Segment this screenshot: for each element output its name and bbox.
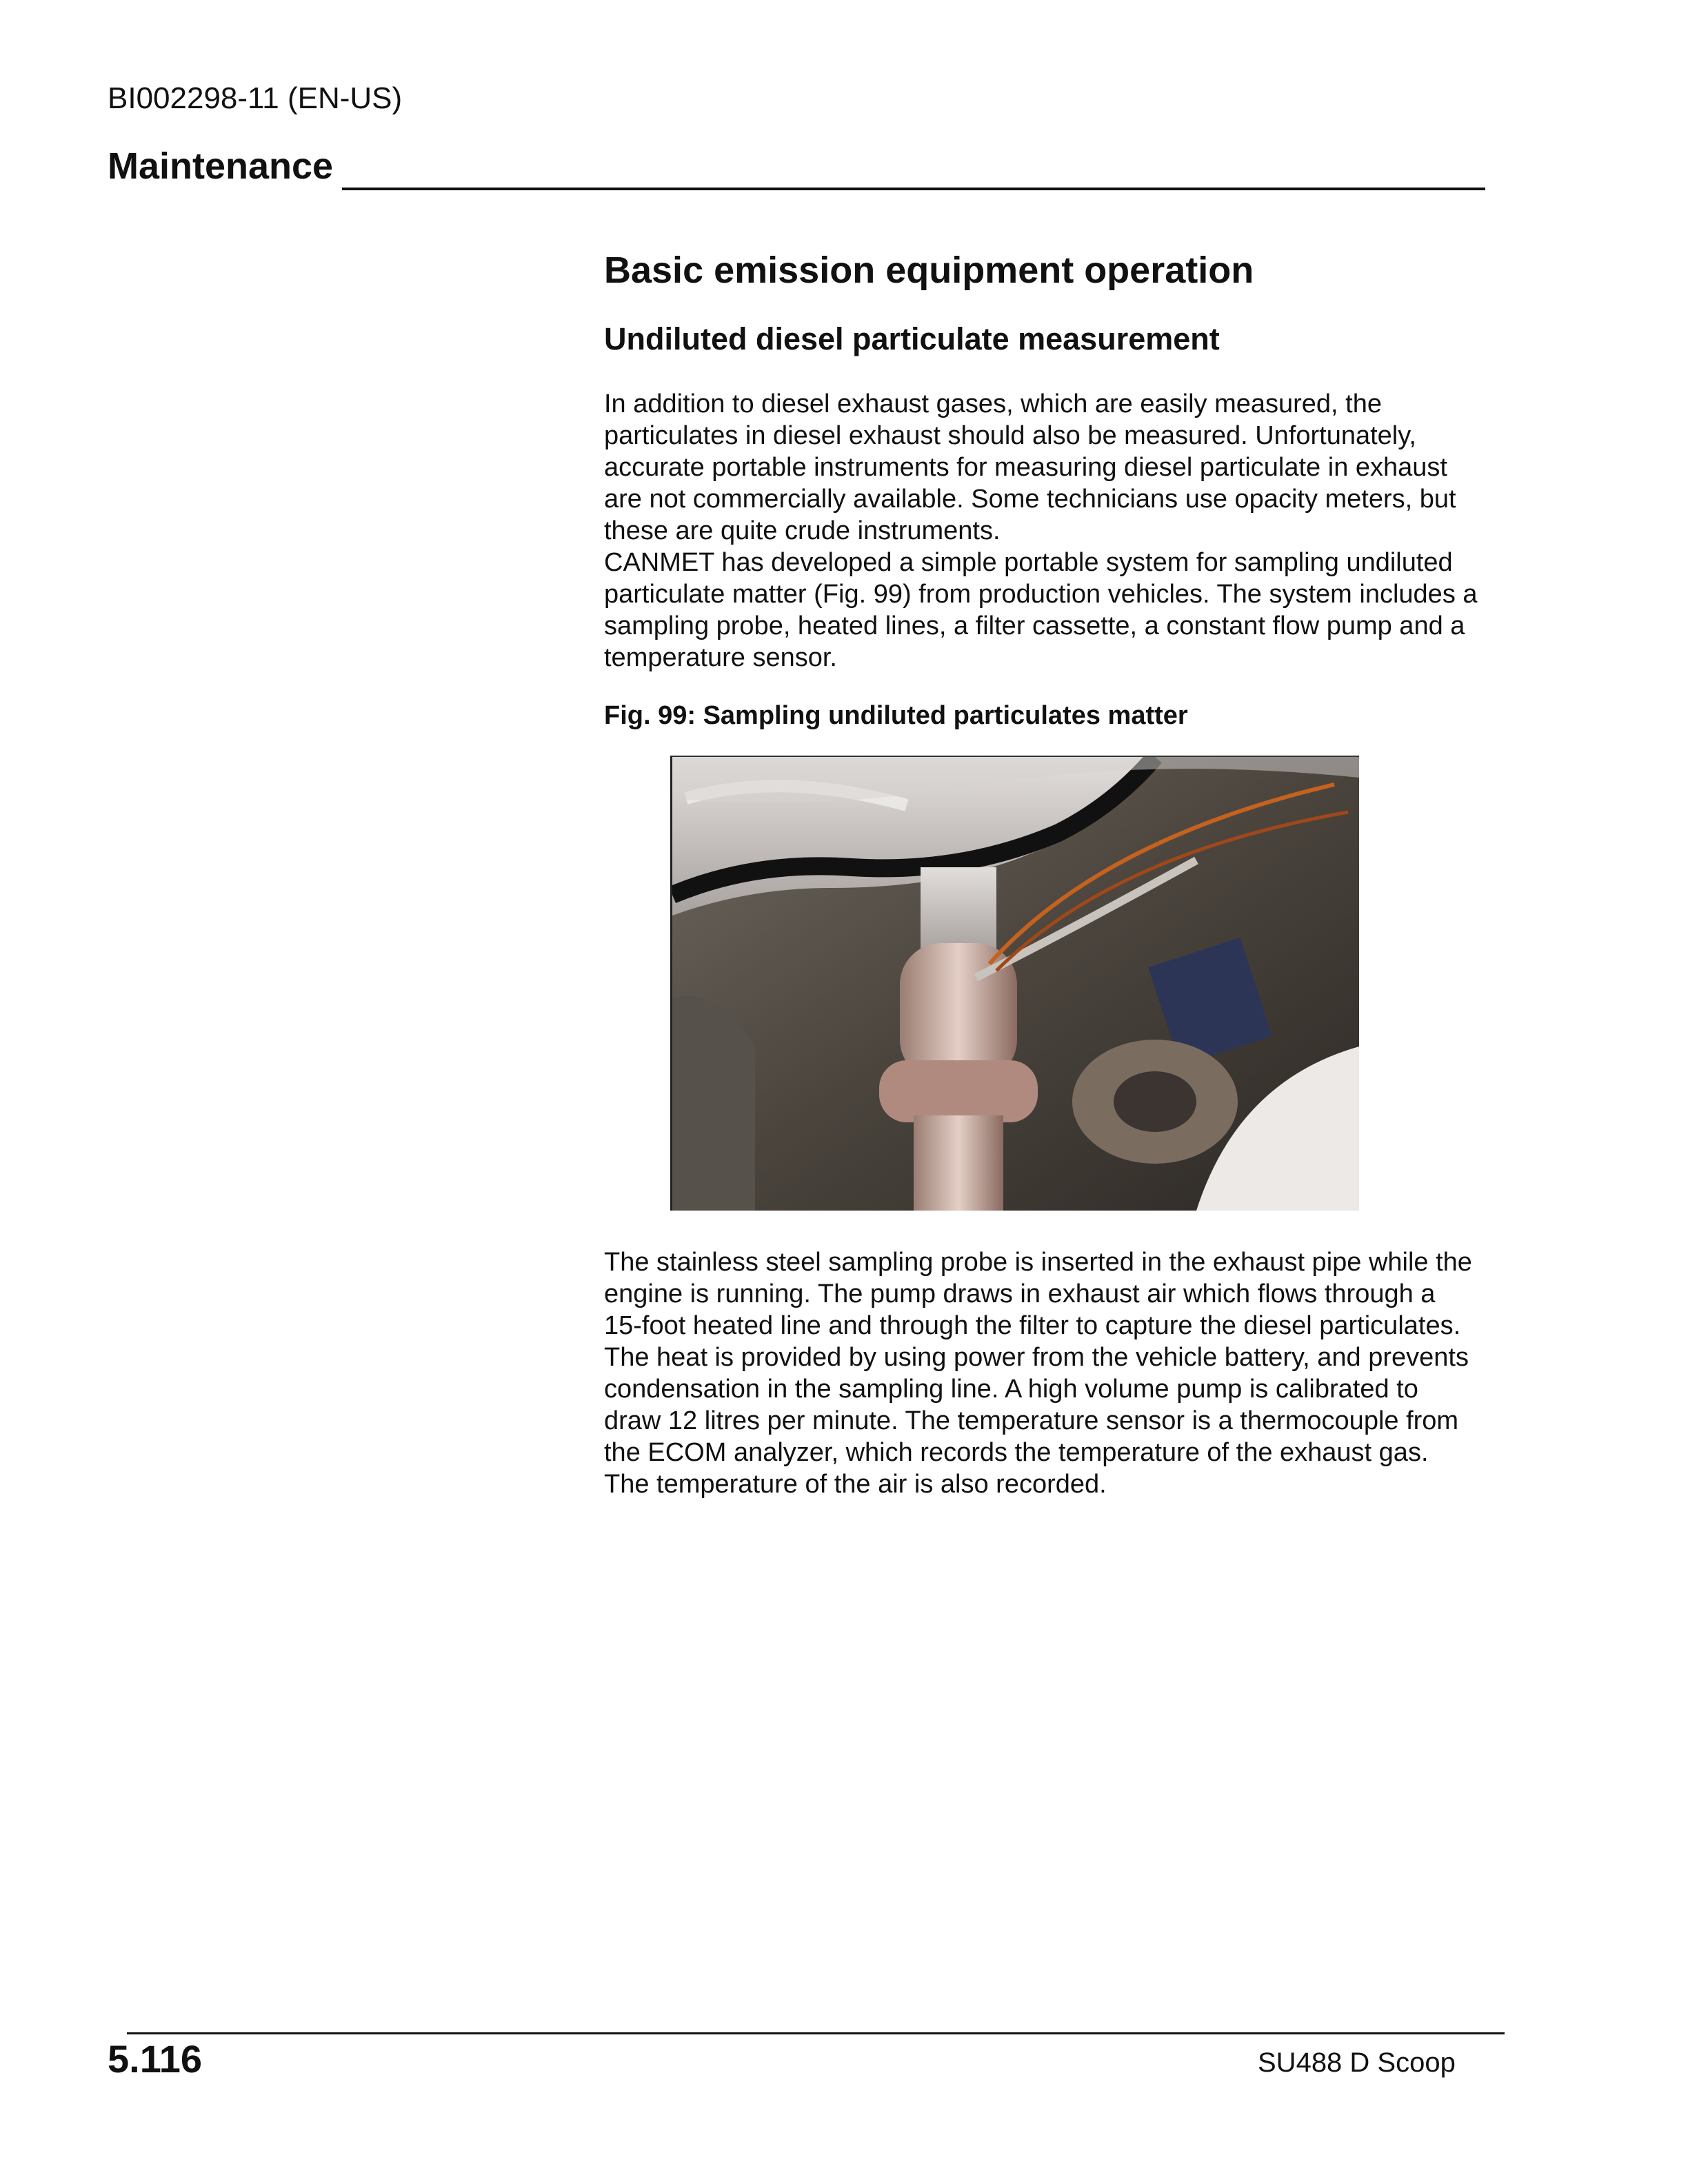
section-title-rule [342, 188, 1485, 190]
footer-model: SU488 D Scoop [1258, 2048, 1456, 2078]
page-number: 5.116 [108, 2037, 203, 2081]
section-header [108, 145, 1485, 193]
page-title: Basic emission equipment operation [604, 250, 1254, 291]
main-content [604, 248, 1480, 1500]
document-id: BI002298-11 (EN-US) [108, 81, 403, 115]
figure-caption: Fig. 99: Sampling undiluted particulates matter [604, 700, 1188, 730]
page-subtitle: Undiluted diesel particulate measurement [604, 321, 1220, 356]
intro-paragraph: In addition to diesel exhaust gases, which are easily measured, the particulates in diesel exhaust should also be measured. Unfortunately, accurate portable instruments for measuring diesel particulate in exhaust are not commercially available. Some technicians use opacity meters, but these are quite crude instruments. [604, 389, 1456, 545]
footer-rule [127, 2032, 1505, 2034]
sampling-photo [670, 756, 1359, 1211]
section-title: Maintenance [108, 145, 336, 188]
probe-description-paragraph: The stainless steel sampling probe is inserted in the exhaust pipe while the engine is running. The pump draws in exhaust air which flows through a 15-foot heated line and through the filter to capture the diesel particulates. The heat is provided by using power from the vehicle battery, and prevents condensation in the sampling line. A high volume pump is calibrated to draw 12 litres per minute. The temperature sensor is a thermocouple from the ECOM analyzer, which records the temperature of the exhaust gas. The temperature of the air is also recorded. [604, 1247, 1472, 1499]
canmet-paragraph: CANMET has developed a simple portable system for sampling undiluted particulate matter (Fig. 99) from production vehicles. The system includes a sampling probe, heated lines, a filter cassette, a constant flow pump and a temperature sensor. [604, 547, 1478, 672]
